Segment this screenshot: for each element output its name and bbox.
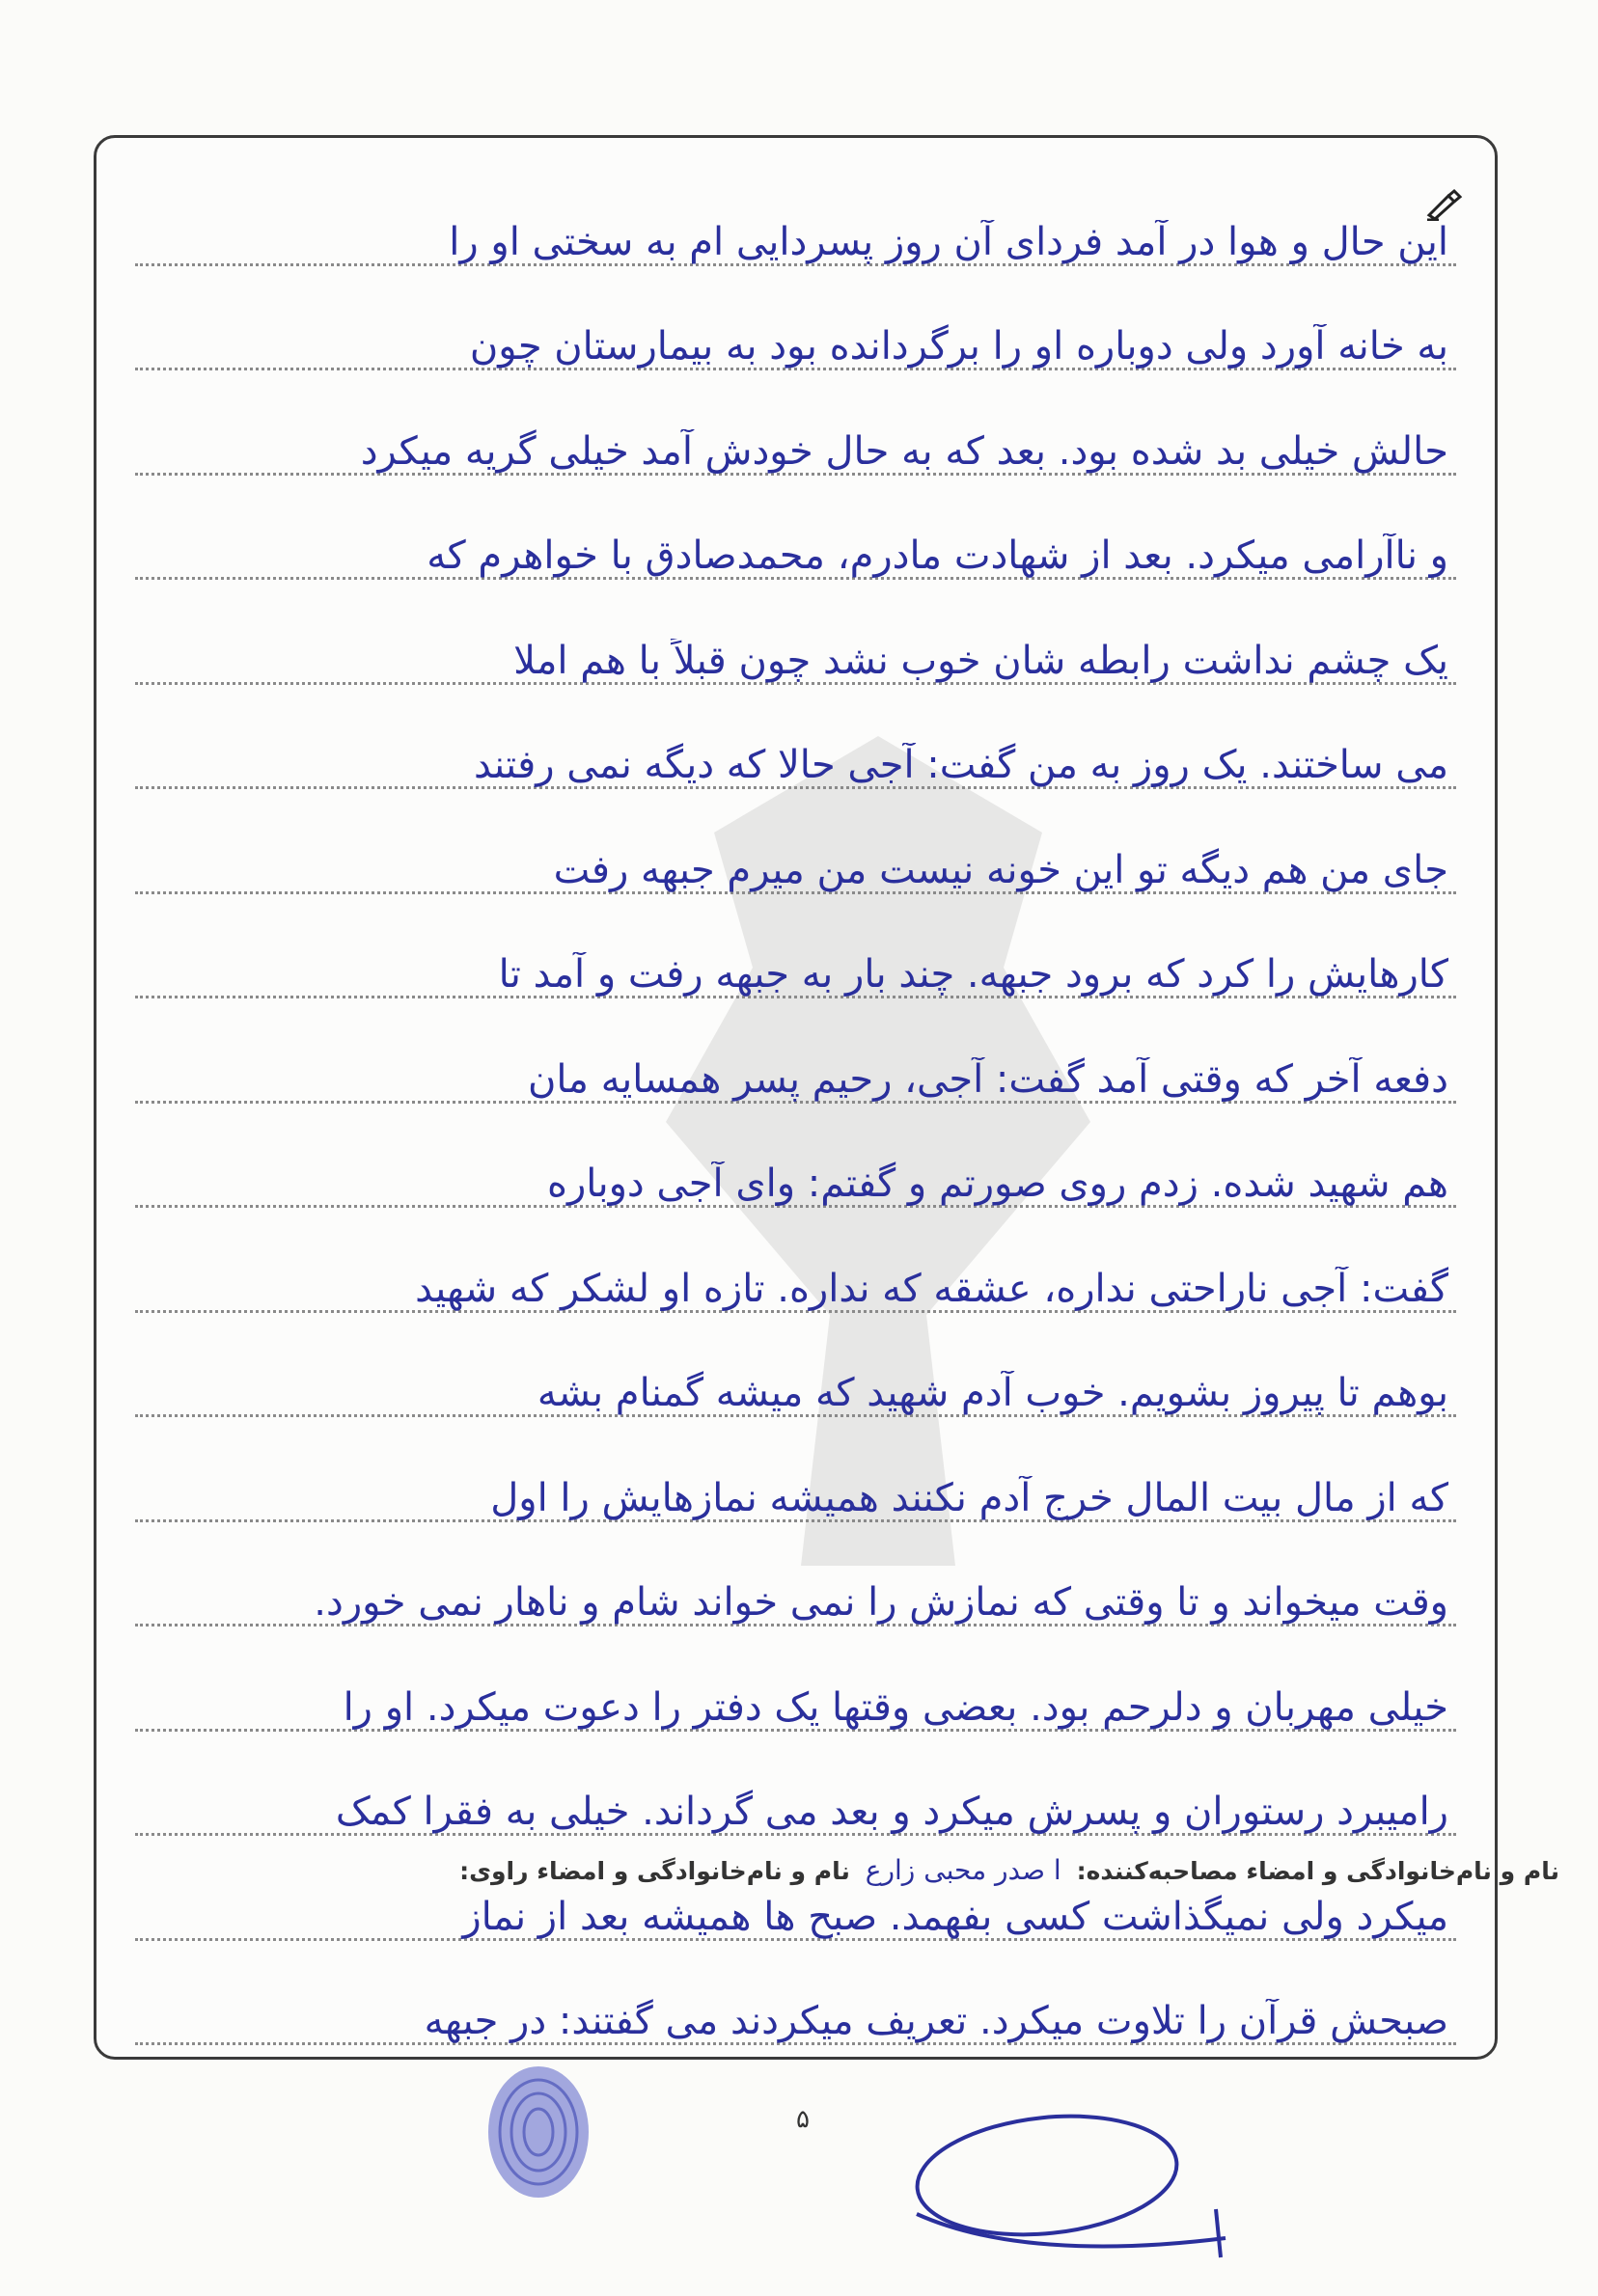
page-number: ۵ <box>796 2105 810 2134</box>
interviewer-name: ا صدر محبی زارع <box>865 1854 1061 1886</box>
text-line <box>135 1956 1456 2062</box>
text-line <box>135 910 1456 1015</box>
text-line <box>135 595 1456 700</box>
text-line <box>135 1538 1456 1643</box>
line-text: صبحش قرآن را تلاوت میکرد. تعریف میکردند می گفتند: در جبهه <box>424 1999 1448 2043</box>
text-line <box>135 1433 1456 1538</box>
interviewer-label: نام و نام‌خانوادگی و امضاء مصاحبه‌کننده: <box>1076 1857 1559 1885</box>
text-line <box>135 1747 1456 1852</box>
line-text: میکرد ولی نمیگذاشت کسی بفهمد. صبح ها همیشه بعد از نماز <box>462 1894 1448 1939</box>
text-line <box>135 1119 1456 1224</box>
text-line <box>135 1328 1456 1434</box>
line-text: دفعه آخر که وقتی آمد گفت: آجی، رحیم پسر همسایه مان <box>527 1056 1448 1102</box>
text-line <box>135 1642 1456 1747</box>
line-text: می ساختند. یک روز به من گفت: آجی حالا که دیگه نمی رفتند <box>473 743 1448 787</box>
text-line <box>135 1014 1456 1119</box>
text-line <box>135 282 1456 387</box>
line-text: هم شهید شده. زدم روی صورتم و گفتم: وای آجی دوباره <box>546 1162 1448 1206</box>
line-text: رامیبرد رستوران و پسرش میکرد و بعد می گرداند. خیلی به فقرا کمک <box>335 1790 1448 1834</box>
text-line <box>135 700 1456 806</box>
line-text: و ناآرامی میکرد. بعد از شهادت مادرم، محمدصادق با خواهرم که <box>427 533 1448 578</box>
line-text: یک چشم نداشت رابطه شان خوب نشد چون قبلاً با هم املا <box>513 638 1448 683</box>
line-text: جای من هم دیگه تو این خونه نیست من میرم جبهه رفت <box>553 847 1448 892</box>
signature-icon <box>897 2103 1264 2267</box>
fingerprint-icon <box>481 2060 596 2204</box>
signature-footer <box>39 1854 1559 1886</box>
narrator-label: نام و نام‌خانوادگی و امضاء راوی: <box>459 1857 850 1885</box>
line-text: به خانه آورد ولی دوباره او را برگردانده بود به بیمارستان چون <box>469 324 1448 369</box>
line-text: حالش خیلی بد شده بود. بعد که به حال خودش آمد خیلی گریه میکرد <box>360 428 1448 474</box>
line-text: وقت میخواند و تا وقتی که نمازش را نمی خواند شام و ناهار نمی خورد. <box>314 1580 1448 1625</box>
text-line <box>135 805 1456 910</box>
text-line <box>135 1223 1456 1328</box>
text-line <box>135 491 1456 596</box>
page-frame <box>94 135 1498 2060</box>
text-line <box>135 177 1456 282</box>
line-text: کارهایش را کرد که برود جبهه. چند بار به جبهه رفت و آمد تا <box>498 952 1448 997</box>
line-text: خیلی مهربان و دلرحم بود. بعضی وقتها یک دفتر را دعوت میکرد. او را <box>343 1684 1448 1730</box>
text-line <box>135 386 1456 491</box>
line-text: بوهم تا پیروز بشویم. خوب آدم شهید که میشه گمنام بشه <box>537 1371 1448 1415</box>
line-text: که از مال بیت المال خرج آدم نکنند همیشه نمازهایش را اول <box>490 1475 1448 1520</box>
handwritten-lines <box>135 177 1456 2061</box>
line-text: این حال و هوا در آمد فردای آن روز پسردایی ام به سختی او را <box>449 219 1448 264</box>
line-text: گفت: آجی ناراحتی نداره، عشقه که نداره. تازه او لشکر که شهید <box>415 1266 1448 1311</box>
